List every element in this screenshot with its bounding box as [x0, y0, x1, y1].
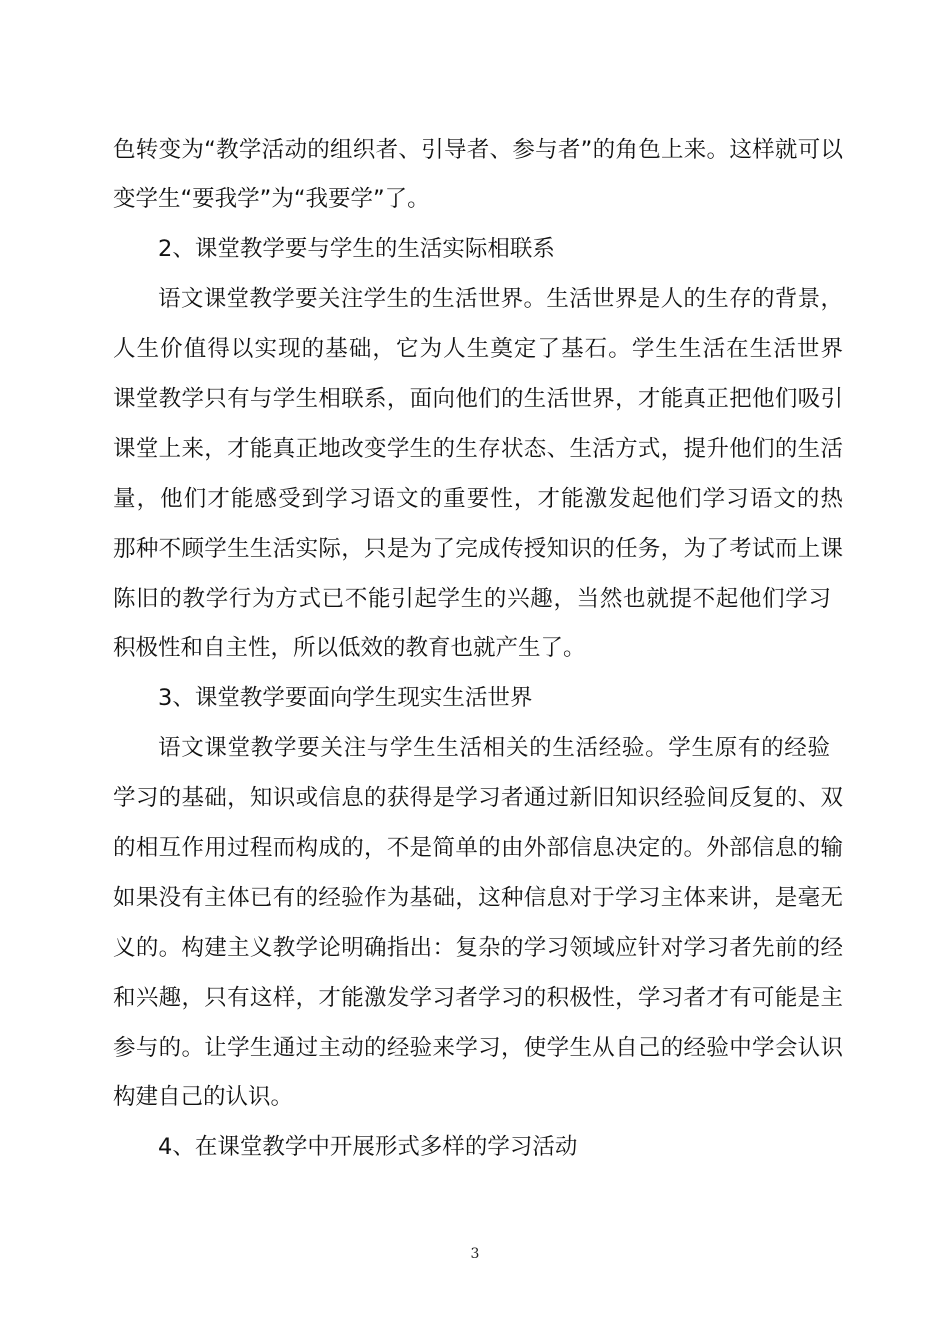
body-text-line: 语文课堂教学要关注学生的生活世界。生活世界是人的生存的背景，	[158, 286, 843, 312]
section-heading-4: 4、在课堂教学中开展形式多样的学习活动	[158, 1134, 578, 1160]
body-text-line: 的相互作用过程而构成的，不是简单的由外部信息决定的。外部信息的输	[113, 835, 843, 861]
body-text-line: 如果没有主体已有的经验作为基础，这种信息对于学习主体来讲，是毫无	[113, 885, 843, 911]
body-text-line: 色转变为“教学活动的组织者、引导者、参与者”的角色上来。这样就可以	[113, 137, 843, 163]
body-text-line: 积极性和自主性，所以低效的教育也就产生了。	[113, 635, 586, 661]
body-text-line: 量，他们才能感受到学习语文的重要性，才能激发起他们学习语文的热	[113, 486, 843, 512]
section-heading-3: 3、课堂教学要面向学生现实生活世界	[158, 685, 533, 711]
body-text-line: 义的。构建主义教学论明确指出：复杂的学习领域应针对学习者先前的经	[113, 935, 843, 961]
body-text-line: 那种不顾学生生活实际，只是为了完成传授知识的任务，为了考试而上课	[113, 536, 843, 562]
page-number: 3	[470, 1246, 480, 1262]
body-text-line: 变学生“要我学”为“我要学”了。	[113, 186, 430, 212]
body-text-line: 课堂教学只有与学生相联系，面向他们的生活世界，才能真正把他们吸引	[113, 386, 843, 412]
body-text-line: 课堂上来，才能真正地改变学生的生存状态、生活方式，提升他们的生活	[113, 436, 843, 462]
body-text-line: 陈旧的教学行为方式已不能引起学生的兴趣，当然也就提不起他们学习	[113, 586, 831, 612]
body-text-line: 构建自己的认识。	[113, 1084, 294, 1110]
body-text-line: 学习的基础，知识或信息的获得是学习者通过新旧知识经验间反复的、双	[113, 785, 843, 811]
body-text-line: 参与的。让学生通过主动的经验来学习，使学生从自己的经验中学会认识	[113, 1035, 843, 1061]
body-text-line: 和兴趣，只有这样，才能激发学习者学习的积极性，学习者才有可能是主	[113, 985, 843, 1011]
body-text-line: 人生价值得以实现的基础，它为人生奠定了基石。学生生活在生活世界	[113, 336, 843, 362]
section-heading-2: 2、课堂教学要与学生的生活实际相联系	[158, 236, 555, 262]
body-text-line: 语文课堂教学要关注与学生生活相关的生活经验。学生原有的经验	[158, 735, 830, 761]
